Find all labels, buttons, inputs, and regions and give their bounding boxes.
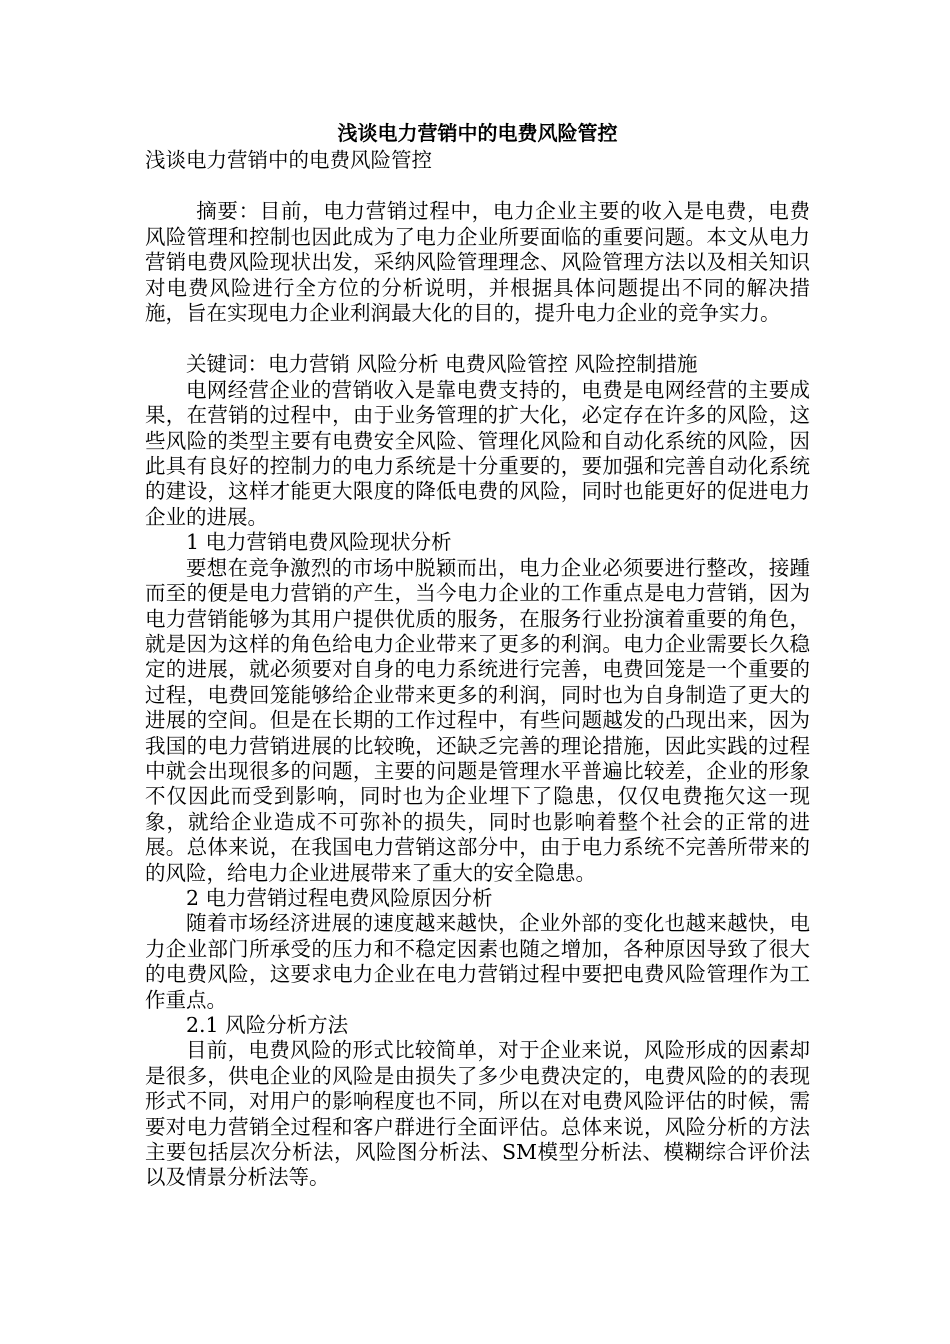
- blank-line: [145, 326, 810, 352]
- document-subtitle: 浅谈电力营销中的电费风险管控: [145, 148, 432, 172]
- document-body: [145, 118, 810, 1191]
- section-2-1-paragraph: 目前，电费风险的形式比较简单，对于企业来说，风险形成的因素却是很多，供电企业的风险是由损失了多少电费决定的，电费风险的的表现形式不同，对用户的影响程度也不同，所以在对电费风险评估的时候，需要对电力营销全过程和客户群进行全面评估。总体来说，风险分析的方法主要包括层次分析法，风险图分析法、SM模型分析法、模糊综合评价法以及情景分析法等。: [145, 1038, 810, 1190]
- keywords-line: 关键词：电力营销 风险分析 电费风险管控 风险控制措施: [186, 352, 698, 377]
- section-2-paragraph: 随着市场经济进展的速度越来越快，企业外部的变化也越来越快，电力企业部门所承受的压力和不稳定因素也随之增加，各种原因导致了很大的电费风险，这要求电力企业在电力营销过程中要把电费风险管理作为工作重点。: [145, 911, 810, 1012]
- section-1-heading: 1 电力营销电费风险现状分析: [186, 530, 452, 555]
- section-2-heading: 2 电力营销过程电费风险原因分析: [186, 885, 493, 910]
- intro-paragraph: 电网经营企业的营销收入是靠电费支持的，电费是电网经营的主要成果，在营销的过程中，由于业务管理的扩大化，必定存在许多的风险，这些风险的类型主要有电费安全风险、管理化风险和自动化系统的风险，因此具有良好的控制力的电力系统是十分重要的，要加强和完善自动化系统的建设，这样才能更大限度的降低电费的风险，同时也能更好的促进电力企业的进展。: [145, 377, 810, 529]
- document-title: 浅谈电力营销中的电费风险管控: [337, 121, 618, 145]
- section-2-1-heading: 2.1 风险分析方法: [186, 1013, 349, 1037]
- blank-line: [145, 173, 810, 199]
- abstract-paragraph: 摘要：目前，电力营销过程中，电力企业主要的收入是电费，电费风险管理和控制也因此成为了电力企业所要面临的重要问题。本文从电力营销电费风险现状出发，采纳风险管理理念、风险管理方法以及相关知识对电费风险进行全方位的分析说明，并根据具体问题提出不同的解决措施，旨在实现电力企业利润最大化的目的，提升电力企业的竞争实力。: [145, 199, 810, 326]
- section-1-paragraph: 要想在竞争激烈的市场中脱颖而出，电力企业必须要进行整改，接踵而至的便是电力营销的产生，当今电力企业的工作重点是电力营销，因为电力营销能够为其用户提供优质的服务，在服务行业扮演着重要的角色，就是因为这样的角色给电力企业带来了更多的利润。电力企业需要长久稳定的进展，就必须要对自身的电力系统进行完善，电费回笼是一个重要的过程，电费回笼能够给企业带来更多的利润，同时也为自身制造了更大的进展的空间。但是在长期的工作过程中，有些问题越发的凸现出来，因为我国的电力营销进展的比较晚，还缺乏完善的理论措施，因此实践的过程中就会出现很多的问题，主要的问题是管理水平普遍比较差，企业的形象不仅因此而受到影响，同时也为企业埋下了隐患，仅仅电费拖欠这一现象，就给企业造成不可弥补的损失，同时也影响着整个社会的正常的进展。总体来说，在我国电力营销这部分中，由于电力系统不完善所带来的的风险，给电力企业进展带来了重大的安全隐患。: [145, 555, 810, 885]
